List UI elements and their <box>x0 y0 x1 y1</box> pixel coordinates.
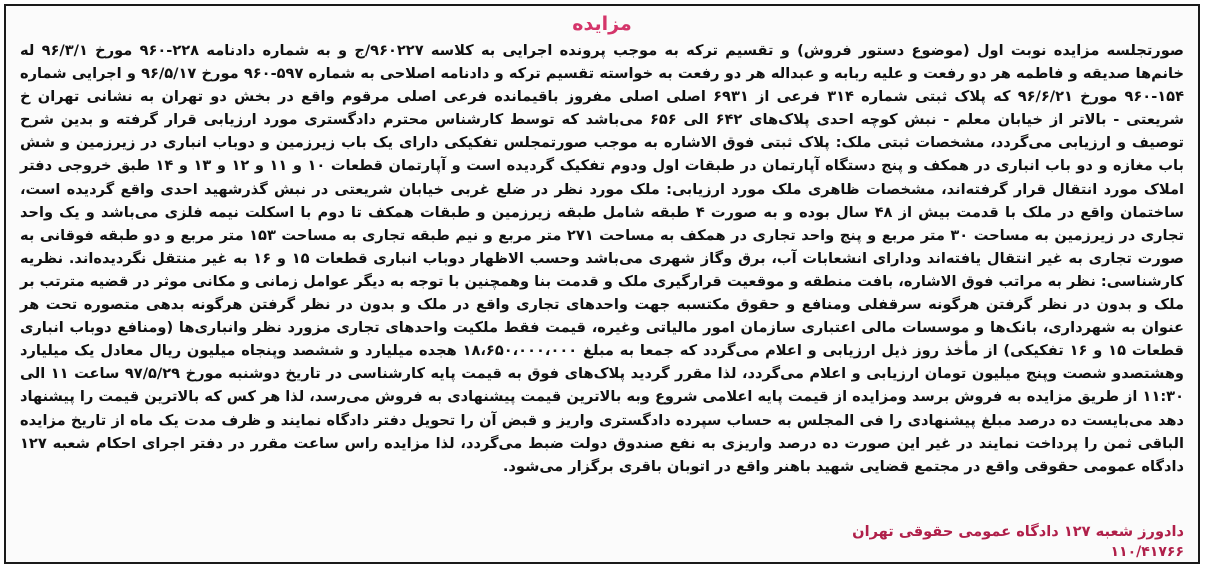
notice-frame <box>4 4 1200 564</box>
notice-body: صورتجلسه مزایده نوبت اول (موضوع دستور فروش) و تقسیم ترکه به موجب پرونده اجرایی به کلاسه ۹۶۰۲۲۷/ج و به شماره دادنامه ۲۲۸-۹۶۰ مورخ ۹۶/۳/۱ له خانم‌ها صدیقه و فاطمه هر دو رفعت و علیه ربابه و عبداله هر دو رفعت به خواسته تقسیم ترکه و دادنامه اصلاحی به شماره ۵۹۷-۹۶۰ مورخ ۹۶/۵/۱۷ و اجرایی شماره ۱۵۴-۹۶۰ مورخ ۹۶/۶/۲۱ که پلاک ثبتی شماره ۳۱۴ فرعی از ۶۹۳۱ اصلی اصلی مفروز باقیمانده فرعی اصلی مرقوم واقع در بخش دو تهران به نشانی تهران خ شریعتی - بالاتر از خیابان معلم - نبش کوچه احدی پلاک‌های ۶۴۲ الی ۶۵۶ می‌باشد که توسط کارشناس محترم دادگستری مورد ارزیابی قرار گرفته و بدین شرح توصیف و ارزیابی می‌گردد، مشخصات ثبتی ملک: پلاک ثبتی فوق الاشاره به موجب صورتمجلس تفکیکی دارای یک باب زیرزمین و دوباب انباری در زیرزمین و شش باب مغازه و دو باب انباری در همکف و پنج دستگاه آپارتمان در طبقات اول ودوم تفکیک گردیده است و آپارتمان قطعات ۱۰ و ۱۱ و ۱۲ و ۱۳ و ۱۴ طبق خروجی دفتر املاک مورد انتقال قرار گرفته‌اند، مشخصات ظاهری ملک مورد ارزیابی: ملک مورد نظر در ضلع غربی خیابان شریعتی در نبش گذرشهید احدی واقع گردیده است، ساختمان واقع در ملک با قدمت بیش از ۴۸ سال بوده و به صورت ۴ طبقه شامل طبقه زیرزمین و طبقات همکف تا دوم با اسکلت نیمه فلزی می‌باشد و یک واحد تجاری در زیرزمین به مساحت ۳۰ متر مربع و پنج واحد تجاری در همکف به مساحت ۲۷۱ متر مربع و نیم طبقه تجاری به مساحت ۱۵۳ متر مربع و دو طبقه فوقانی به صورت تجاری به غیر انتقال یافته‌اند ودارای انشعابات آب، برق وگاز شهری می‌باشد وحسب الاظهار دوباب انباری قطعات ۱۵ و ۱۶ به غیر منتقل نگردیده‌اند. نظریه کارشناسی: نظر به مراتب فوق الاشاره، بافت منطقه و موقعیت قرارگیری ملک و قدمت بنا وهمچنین با توجه به دیگر عوامل زمانی و مکانی موثر در قضیه مترتب بر ملک و بدون در نظر گرفتن هرگونه سرقفلی ومنافع و حقوق مکتسبه جهت واحدهای تجاری واقع در ملک و بدون در نظر گرفتن هرگونه بدهی متصوره تحت هر عنوان به شهرداری، بانک‌ها و موسسات مالی اعتباری سازمان امور مالیاتی وغیره، قیمت فقط ملکیت واحدهای تجاری مزورد نظر وانباری‌ها (ومنافع دوباب انباری قطعات ۱۵ و ۱۶ تفکیکی) از مأخذ روز ذیل ارزیابی و اعلام می‌گردد که جمعا به مبلغ ۱۸،۶۵۰،۰۰۰،۰۰۰ هجده میلیارد و ششصد وپنجاه میلیون ریال معادل یک میلیارد وهشتصدو شصت وپنج میلیون تومان ارزیابی و اعلام می‌گردد، لذا مقرر گردید پلاک‌های فوق به قیمت پایه کارشناسی در تاریخ دوشنبه مورخ ۹۷/۵/۲۹ ساعت ۱۱ الی ۱۱:۳۰ از طریق مزایده به فروش برسد ومزایده از قیمت پایه اعلامی شروع وبه بالاترین قیمت پیشنهادی به فروش می‌رسد، لذا هر کس که بالاترین قیمت را پیشنهاد دهد می‌بایست ده درصد مبلغ پیشنهادی را فی المجلس به حساب سپرده دادگستری واریز و قبض آن را تحویل دفتر دادگاه نمایند و ظرف مدت یک ماه از تاریخ مزایده الباقی ثمن را پرداخت نمایند در غیر این صورت ده درصد واریزی به نفع صندوق دولت ضبط می‌گردد، لذا مزایده راس ساعت مقرر در دفتر اجرای احکام شعبه ۱۲۷ دادگاه عمومی حقوقی واقع در مجتمع قضایی شهید باهنر واقع در اتوبان باقری برگزار می‌شود. <box>20 42 1185 475</box>
notice-signature: دادورز شعبه ۱۲۷ دادگاه عمومی حقوقی تهران <box>852 523 1184 540</box>
notice-title: مزایده <box>572 13 632 35</box>
notice-reference-number: ۱۱۰/۴۱۷۶۶ <box>1110 544 1184 560</box>
